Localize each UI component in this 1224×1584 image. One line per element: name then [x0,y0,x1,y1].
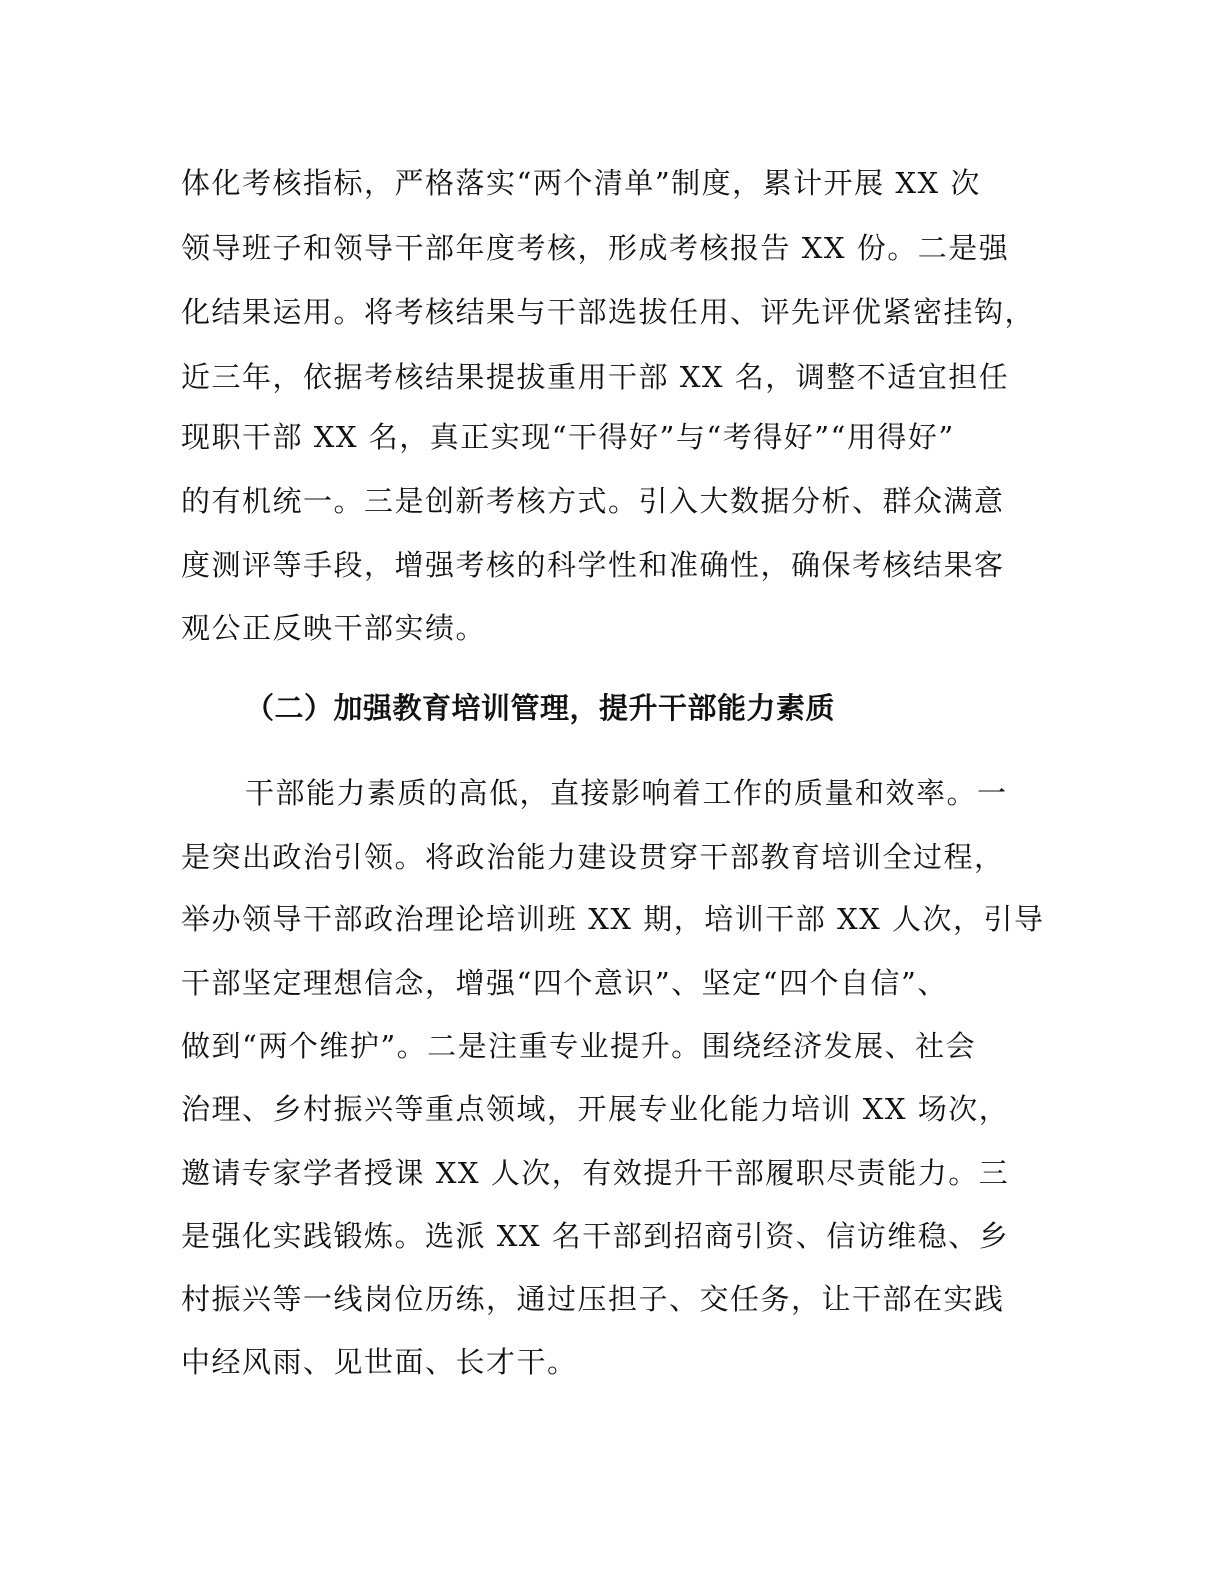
paragraph-1-line-8: 观公正反映干部实绩。 [181,611,487,645]
paragraph-2-line-7: 邀请专家学者授课 XX 人次，有效提升干部履职尽责能力。三 [181,1156,1010,1190]
paragraph-1-line-7: 度测评等手段，增强考核的科学性和准确性，确保考核结果客 [181,548,1005,582]
paragraph-1-line-1: 体化考核指标，严格落实“两个清单”制度，累计开展 XX 次 [181,166,981,200]
paragraph-1-line-5: 现职干部 XX 名，真正实现“干得好”与“考得好”“用得好” [181,420,955,454]
paragraph-2-line-6: 治理、乡村振兴等重点领域，开展专业化能力培训 XX 场次， [181,1092,1010,1126]
paragraph-2-line-2: 是突出政治引领。将政治能力建设贯穿干部教育培训全过程， [181,840,1005,874]
section-heading: （二）加强教育培训管理，提升干部能力素质 [245,691,836,725]
paragraph-2-line-3: 举办领导干部政治理论培训班 XX 期，培训干部 XX 人次，引导 [181,902,1045,936]
paragraph-1-line-6: 的有机统一。三是创新考核方式。引入大数据分析、群众满意 [181,484,1005,518]
paragraph-1-line-4: 近三年，依据考核结果提拔重用干部 XX 名，调整不适宜担任 [181,360,1010,394]
paragraph-2-line-9: 村振兴等一线岗位历练，通过压担子、交任务，让干部在实践 [181,1282,1005,1316]
paragraph-2-line-10: 中经风雨、见世面、长才干。 [181,1345,578,1379]
paragraph-1-line-3: 化结果运用。将考核结果与干部选拔任用、评先评优紧密挂钩， [181,295,1036,329]
paragraph-2-line-8: 是强化实践锻炼。选派 XX 名干部到招商引资、信访维稳、乡 [181,1219,1010,1253]
paragraph-2-line-4: 干部坚定理想信念，增强“四个意识”、坚定“四个自信”、 [181,966,948,1000]
paragraph-2-line-5: 做到“两个维护”。二是注重专业提升。围绕经济发展、社会 [181,1029,977,1063]
paragraph-1-line-2: 领导班子和领导干部年度考核，形成考核报告 XX 份。二是强 [181,231,1010,265]
paragraph-2-line-1: 干部能力素质的高低，直接影响着工作的质量和效率。一 [245,776,1008,810]
